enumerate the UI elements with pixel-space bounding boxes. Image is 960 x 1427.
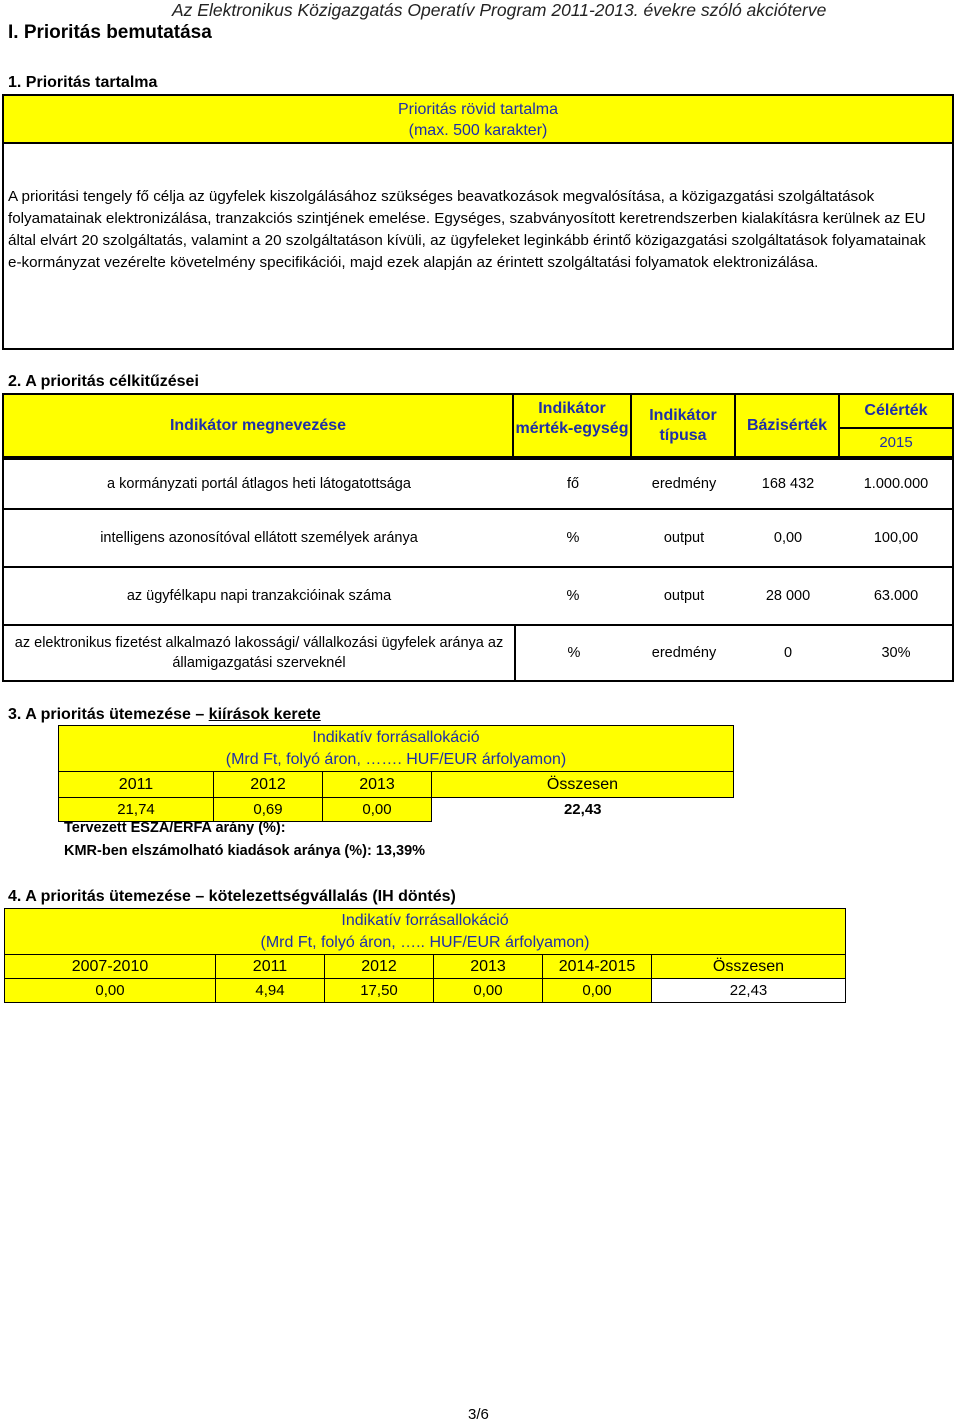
summary-box-title [4,96,952,144]
alloc4-year: 2012 [325,955,434,979]
section3-heading-underlined: kiírások kerete [208,706,321,723]
alloc4-year: 2014-2015 [543,955,652,979]
col-header-name: Indikátor megnevezése [4,395,514,456]
alloc4-subtitle: (Mrd Ft, folyó áron, ….. HUF/EUR árfolyamon) [5,933,846,955]
esza-label: Tervezett ESZA/ERFA arány (%): [64,820,286,836]
row-type: eredmény [651,645,717,661]
row-target: 63.000 [873,588,919,604]
alloc3-year: 2012 [214,772,323,798]
section1-heading: 1. Prioritás tartalma [8,74,158,91]
col-header-target-year: 2015 [879,434,913,451]
summary-title-line1: Prioritás rövid tartalma [397,101,559,118]
alloc4-year: 2011 [216,955,325,979]
row-base: 28 000 [765,588,811,604]
row-base: 0 [783,645,793,661]
row-unit: % [566,530,580,546]
kmr-row [64,843,425,859]
alloc4-title: Indikatív forrásallokáció [5,909,846,933]
row-name: intelligens azonosítóval ellátott személyek aránya [100,530,418,546]
page-title: I. Prioritás bemutatása [8,22,212,43]
summary-box [2,94,954,350]
summary-title-line2: (max. 500 karakter) [408,122,548,139]
allocation-table-3 [58,725,734,822]
row-name: a kormányzati portál átlagos heti látogatottsága [107,476,411,492]
row-target: 1.000.000 [863,476,929,492]
row-target: 30% [881,645,911,661]
allocation-table-4 [4,908,846,1003]
alloc3-year: 2011 [59,772,214,798]
section4-heading: 4. A prioritás ütemezése – kötelezettségvállalás (IH döntés) [8,888,456,905]
summary-body: A prioritási tengely fő célja az ügyfelek kiszolgálásához szükséges beavatkozások megvalósítása, a közigazgatási szolgáltatások folyamatainak elektronizálása, tranzakciós szintjének emelése. Egységes, szabványosított keretrendszerben kialakításra kerülnek az EU által elvárt 20 szolgáltatás, valamint a 20 szolgáltatáson kívüli, az ügyfeleket leginkább érintő közigazgatási szolgáltatások folyamatainak e-kormányzat vezérelte követelmény specifikációi, majd ezek alapján az érintett szolgáltatási folyamatok elektronizálása. [8,188,926,271]
row-unit: % [566,588,580,604]
col-header-unit: Indikátor mérték-egység [514,395,632,456]
alloc3-title: Indikatív forrásallokáció [59,726,734,750]
row-base: 168 432 [761,476,815,492]
row-target: 100,00 [873,530,919,546]
col-header-base: Bázisérték [736,395,840,456]
alloc4-value: 0,00 [543,979,652,1003]
section3-heading [8,706,321,724]
row-type: output [663,530,705,546]
alloc4-value: 17,50 [325,979,434,1003]
row-type: eredmény [651,476,717,492]
indicator-table-header [2,393,954,458]
table-row [2,458,954,510]
row-unit: fő [566,476,580,492]
section2-heading: 2. A prioritás célkitűzései [8,373,199,390]
program-title: Az Elektronikus Közigazgatás Operatív Program 2011-2013. évekre szóló akcióterve [172,0,827,20]
row-type: output [663,588,705,604]
alloc4-value: 4,94 [216,979,325,1003]
alloc3-total-value: 22,43 [563,801,602,819]
row-base: 0,00 [773,530,803,546]
row-name: az elektronikus fizetést alkalmazó lakossági/ vállalkozási ügyfelek aránya az államigazgatási szerveknél [4,626,516,680]
alloc4-total-value: 22,43 [652,979,846,1003]
alloc4-value: 0,00 [5,979,216,1003]
page-number: 3/6 [468,1406,489,1423]
kmr-value: 13,39% [375,843,426,859]
alloc4-year: 2013 [434,955,543,979]
alloc3-year: 2013 [323,772,432,798]
col-header-target: Célérték [840,395,952,429]
table-row [2,508,954,568]
alloc4-year: 2007-2010 [5,955,216,979]
kmr-label: KMR-ben elszámolható kiadások aránya (%): [64,843,372,859]
row-unit: % [567,645,581,661]
alloc4-value: 0,00 [434,979,543,1003]
col-header-type: Indikátor típusa [632,395,736,456]
alloc3-total-label: Összesen [432,772,734,798]
alloc3-value: 0,00 [323,798,432,822]
alloc3-value: 21,74 [59,798,214,822]
alloc4-total-label: Összesen [652,955,846,979]
section3-heading-prefix: 3. A prioritás ütemezése – [8,706,209,723]
table-row [2,624,954,682]
alloc3-value: 0,69 [214,798,323,822]
alloc3-subtitle: (Mrd Ft, folyó áron, ……. HUF/EUR árfolyamon) [59,750,734,772]
table-row [2,566,954,626]
row-name: az ügyfélkapu napi tranzakcióinak száma [126,588,392,604]
